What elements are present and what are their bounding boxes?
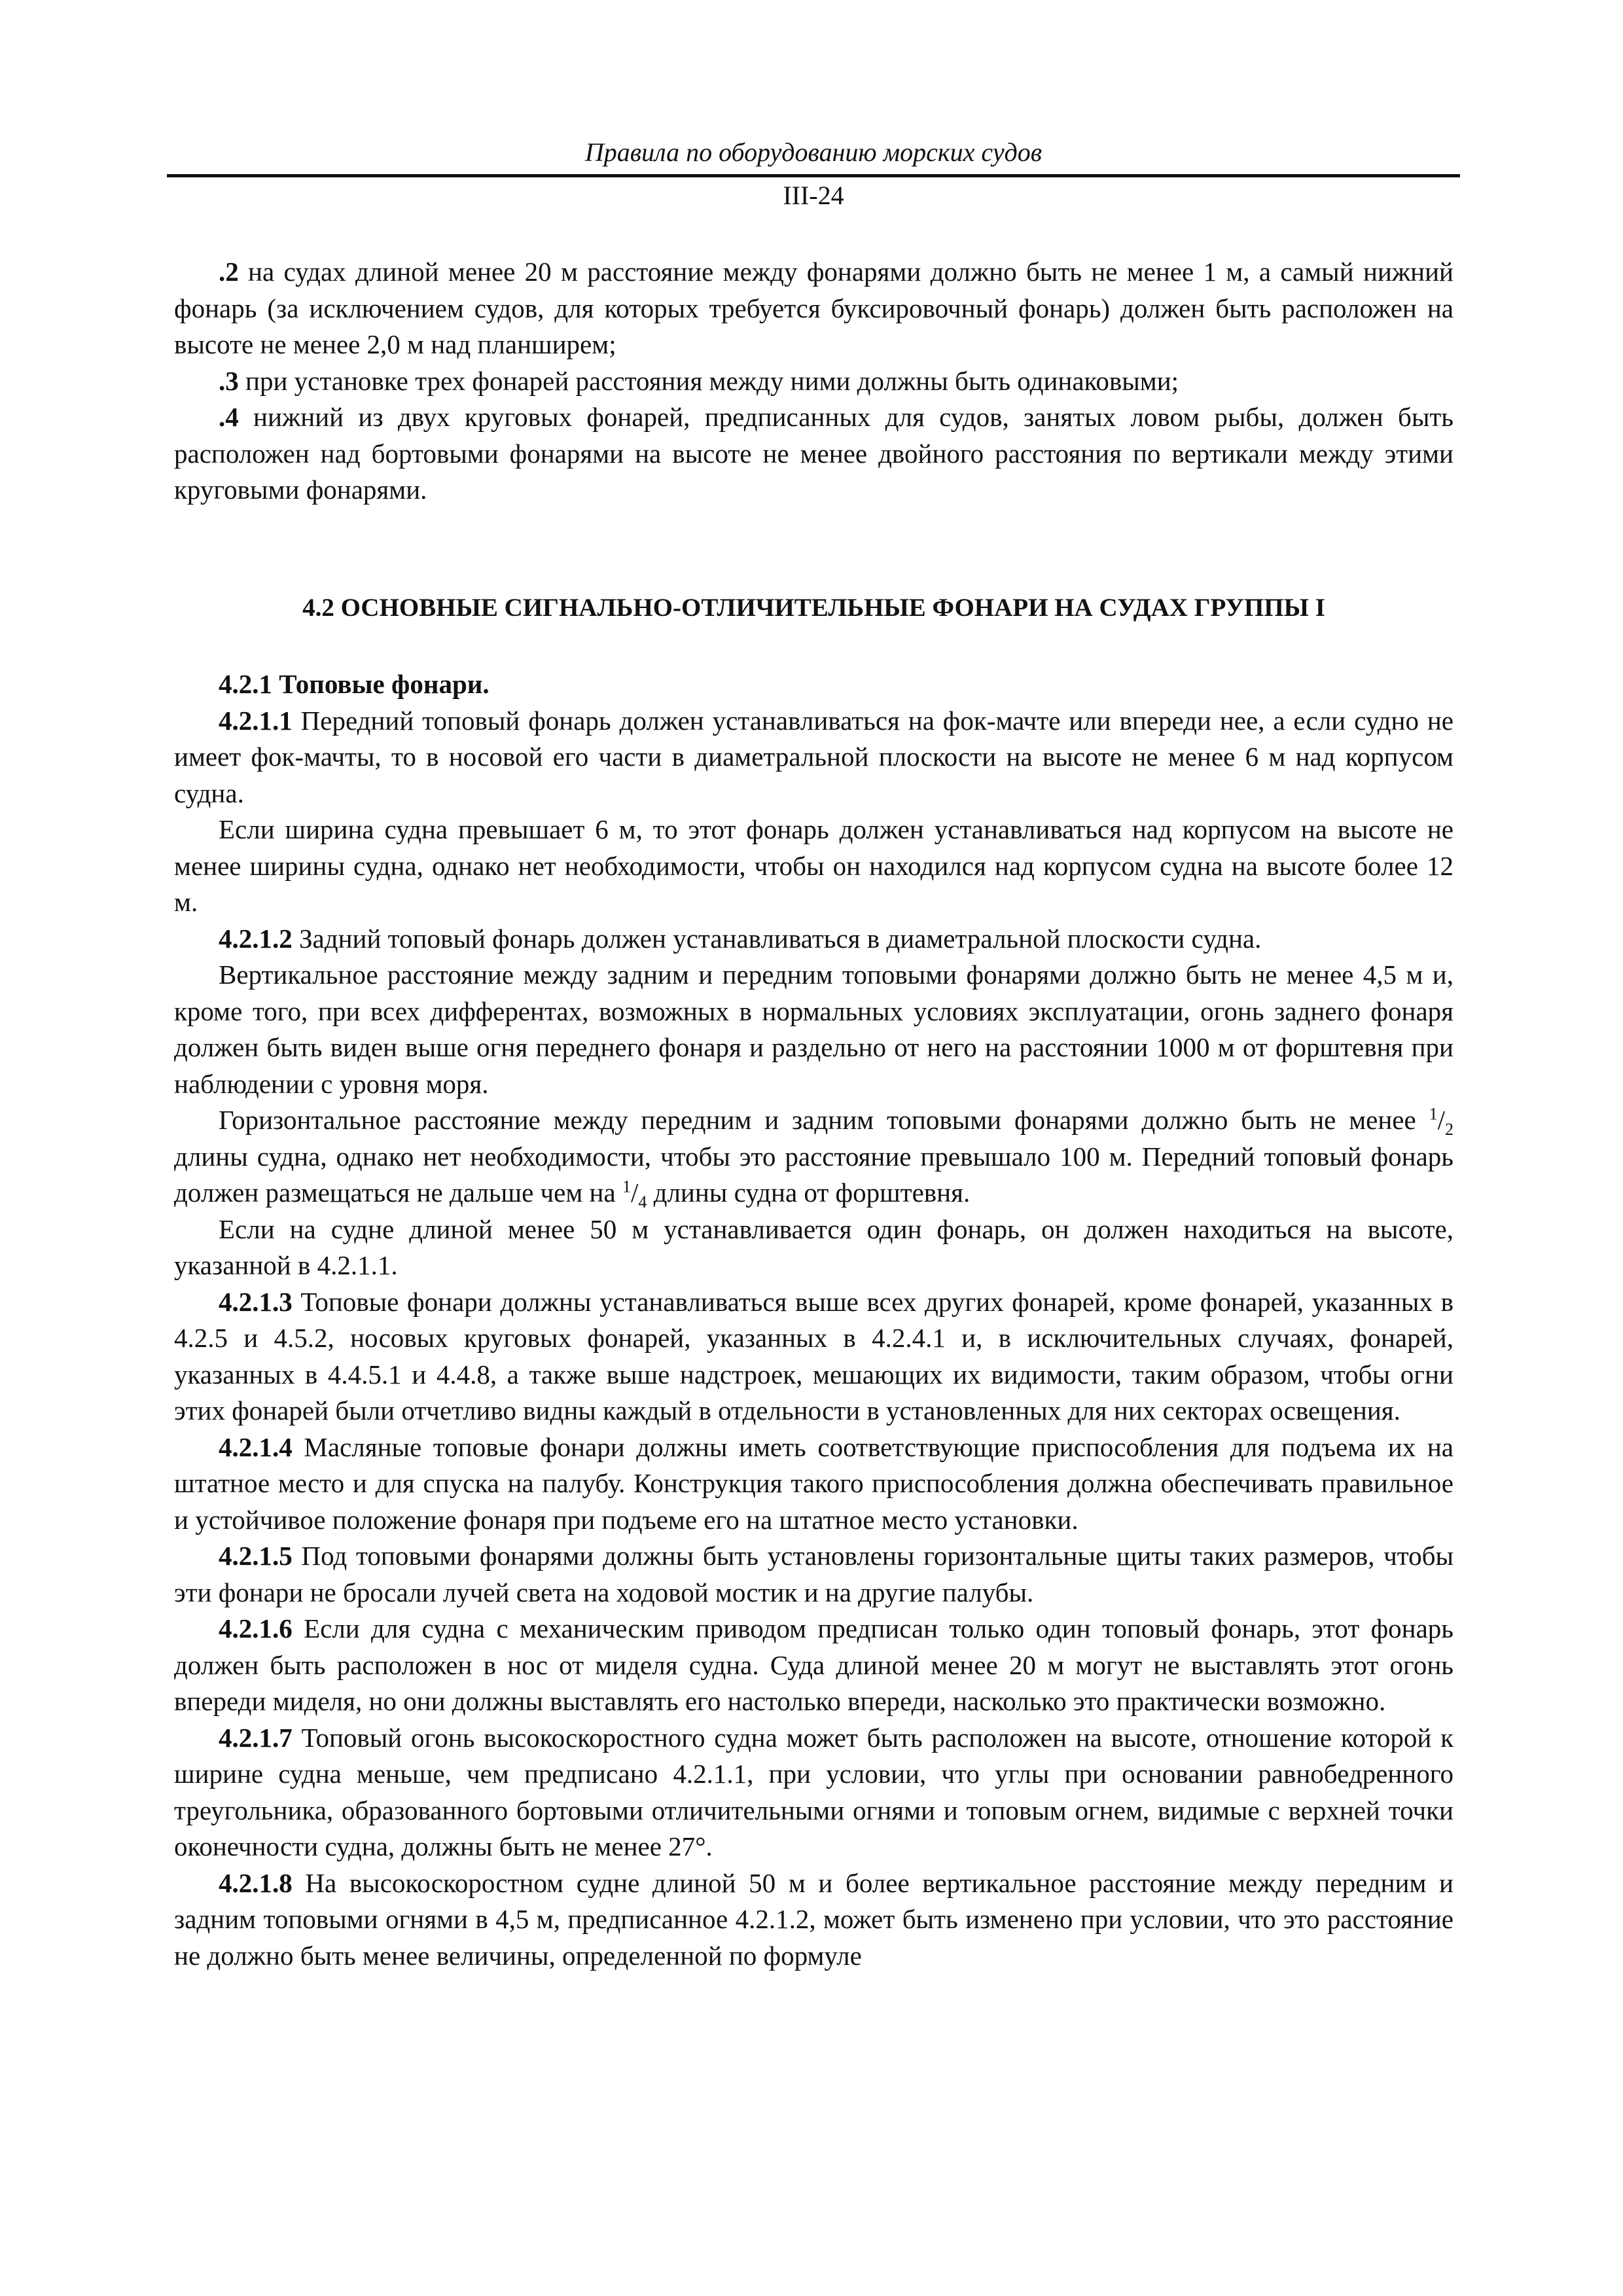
paragraph	[174, 1865, 1454, 1975]
clause-number: 4.2.1.6	[219, 1613, 293, 1643]
list-item	[174, 254, 1454, 363]
list-item	[174, 363, 1454, 400]
clause-number: 4.2.1.8	[219, 1867, 293, 1898]
item-number: .3	[219, 365, 239, 396]
paragraph	[174, 1538, 1454, 1611]
fraction-numerator: 1	[1429, 1104, 1438, 1124]
paragraph-text: Задний топовый фонарь должен устанавливаться в диаметральной плоскости судна.	[292, 923, 1262, 954]
item-text: при установке трех фонарей расстояния между ними должны быть одинаковыми;	[238, 365, 1179, 396]
list-item	[174, 399, 1454, 509]
section-title: 4.2 ОСНОВНЫЕ СИГНАЛЬНО-ОТЛИЧИТЕЛЬНЫЕ ФОНАРИ НА СУДАХ ГРУППЫ I	[302, 593, 1325, 622]
paragraph	[174, 812, 1454, 921]
paragraph	[174, 1284, 1454, 1429]
paragraph	[174, 921, 1454, 958]
item-number: .4	[219, 402, 239, 432]
paragraph	[174, 1611, 1454, 1720]
paragraph-text: Топовый огонь высокоскоростного судна может быть расположен на высоте, отношение которой к ширине судна меньше, чем предписано 4.2.1.1, при условии, что углы при основании равнобедренного треугольника, образованного бортовыми отличительными огнями и топовым огнем, видимые с верхней точки оконечности судна, должны быть не менее 27°.	[174, 1722, 1454, 1861]
fraction-numerator: 1	[622, 1177, 631, 1196]
paragraph-text: Вертикальное расстояние между задним и передним топовыми фонарями должно быть не менее 4,5 м и, кроме того, при всех дифферентах, возможных в нормальных условиях эксплуатации, огонь заднего фонаря должен быть виден выше огня переднего фонаря и раздельно от него на расстоянии 1000 м от форштевня при наблюдении с уровня моря.	[174, 960, 1454, 1099]
item-number: .2	[219, 257, 239, 287]
paragraph-text: Передний топовый фонарь должен устанавливаться на фок-мачте или впереди нее, а если судно не имеет фок-мачты, то в носовой его части в диаметральной плоскости на высоте не менее 6 м над корпусом судна.	[174, 705, 1454, 808]
clause-number: 4.2.1.7	[219, 1722, 293, 1753]
paragraph-text: Масляные топовые фонари должны иметь соответствующие приспособления для подъема их на штатное место и для спуска на палубу. Конструкция такого приспособления должна обеспечивать правильное и устойчивое положение фонаря при подъеме его на штатное место установки.	[174, 1431, 1454, 1535]
running-header-title: Правила по оборудованию морских судов	[584, 137, 1043, 167]
paragraph	[174, 1720, 1454, 1865]
page-number: III-24	[783, 181, 844, 210]
header-rule	[167, 174, 1460, 177]
clause-number: 4.2.1.3	[219, 1286, 293, 1317]
paragraph-text: Если на судне длиной менее 50 м устанавливается один фонарь, он должен находиться на высоте, указанной в 4.2.1.1.	[174, 1213, 1454, 1280]
subsection-heading: 4.2.1 Топовые фонари.	[219, 669, 490, 699]
body-text	[174, 254, 1454, 1974]
paragraph	[174, 1429, 1454, 1539]
item-text: нижний из двух круговых фонарей, предписанных для судов, занятых ловом рыбы, должен быть расположен над бортовыми фонарями на высоте не менее двойного расстояния по вертикали между этими круговыми фонарями.	[174, 402, 1454, 505]
paragraph-with-fractions: Горизонтальное расстояние между передним и задним топовыми фонарями должно быть не менее $^1/_2$ длины судна, однако нет необходимости, чтобы это расстояние превышало 100 м. Передний топовый фонарь должен размещаться не дальше чем на $^1/_4$ длины судна от форштевня.	[174, 1104, 1454, 1212]
clause-number: 4.2.1.4	[219, 1431, 293, 1462]
fraction-denominator: 2	[1445, 1120, 1454, 1139]
clause-number: 4.2.1.2	[219, 923, 293, 954]
paragraph	[174, 1211, 1454, 1284]
fraction-denominator: 4	[638, 1193, 647, 1212]
paragraph-text: Если для судна с механическим приводом предписан только один топовый фонарь, этот фонарь должен быть расположен в нос от миделя судна. Суда длиной менее 20 м могут не выставлять этот огонь впереди миделя, но они должны выставлять его настолько впереди, насколько это практически возможно.	[174, 1613, 1454, 1716]
paragraph-text: Под топовыми фонарями должны быть установлены горизонтальные щиты таких размеров, чтобы эти фонари не бросали лучей света на ходовой мостик и на другие палубы.	[174, 1541, 1454, 1607]
paragraph-text: Топовые фонари должны устанавливаться выше всех других фонарей, кроме фонарей, указанных в 4.2.5 и 4.5.2, носовых круговых фонарей, указанных в 4.2.4.1 и, в исключительных случаях, фонарей, указанных в 4.4.5.1 и 4.4.8, а также выше надстроек, мешающих их видимости, таким образом, чтобы огни этих фонарей были отчетливо видны каждый в отдельности в установленных для них секторах освещения.	[174, 1286, 1454, 1426]
paragraph	[174, 703, 1454, 812]
paragraph-text: На высокоскоростном судне длиной 50 м и более вертикальное расстояние между передним и задним топовыми огнями в 4,5 м, предписанное 4.2.1.2, может быть изменено при условии, что это расстояние не должно быть менее величины, определенной по формуле	[174, 1867, 1454, 1971]
paragraph	[174, 957, 1454, 1102]
clause-number: 4.2.1.1	[219, 705, 293, 736]
item-text: на судах длиной менее 20 м расстояние между фонарями должно быть не менее 1 м, а самый нижний фонарь (за исключением судов, для которых требуется буксировочный фонарь) должен быть расположен на высоте не менее 2,0 м над планширем;	[174, 257, 1454, 359]
paragraph-text: Если ширина судна превышает 6 м, то этот фонарь должен устанавливаться над корпусом на высоте не менее ширины судна, однако нет необходимости, чтобы он находился над корпусом судна на высоте более 12 м.	[174, 814, 1454, 917]
clause-number: 4.2.1.5	[219, 1541, 293, 1571]
